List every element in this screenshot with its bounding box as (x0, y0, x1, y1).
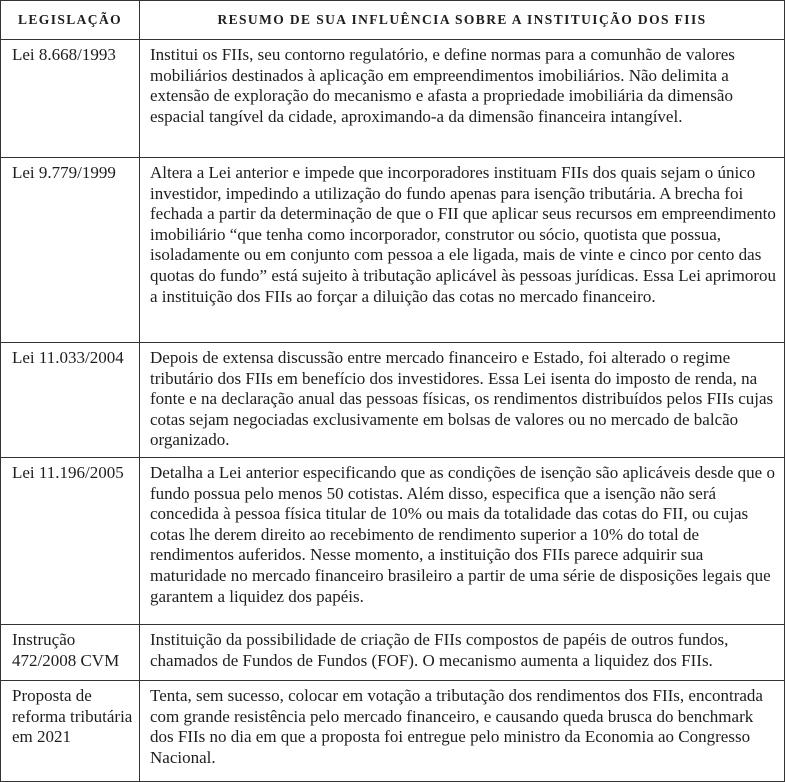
table-row (1, 158, 785, 343)
header-summary: RESUMO DE SUA INFLUÊNCIA SOBRE A INSTITUIÇÃO DOS FIIS (140, 1, 785, 40)
table-row (1, 458, 785, 625)
law-cell: Instrução 472/2008 CVM (1, 625, 140, 681)
summary-cell: Depois de extensa discussão entre mercado financeiro e Estado, foi alterado o regime tributário dos FIIs em benefício dos investidores. Essa Lei isenta do imposto de renda, na fonte e na declaração anual das pessoas físicas, os rendimentos distribuídos pelos FIIs cujas cotas sejam negociadas exclusivamente em bolsas de valores ou no mercado de balcão organizado. (140, 343, 785, 458)
header-legislation: LEGISLAÇÃO (1, 1, 140, 40)
summary-cell: Institui os FIIs, seu contorno regulatório, e define normas para a comunhão de valores mobiliários destinados à aplicação em empreendimentos imobiliários. Não delimita a extensão de exploração do mecanismo e afasta a propriedade imobiliária da dimensão espacial tangível da cidade, aproximando-a da dimensão financeira intangível. (140, 40, 785, 158)
summary-cell: Tenta, sem sucesso, colocar em votação a tributação dos rendimentos dos FIIs, encontrada com grande resistência pelo mercado financeiro, e causando queda brusca do benchmark dos FIIs no dia em que a proposta foi entregue pelo ministro da Economia ao Congresso Nacional. (140, 681, 785, 782)
table-header-row (1, 1, 785, 40)
table-row (1, 681, 785, 782)
law-cell: Lei 11.196/2005 (1, 458, 140, 625)
law-cell: Lei 8.668/1993 (1, 40, 140, 158)
table-row (1, 625, 785, 681)
law-cell: Lei 11.033/2004 (1, 343, 140, 458)
summary-cell: Detalha a Lei anterior especificando que as condições de isenção são aplicáveis desde que o fundo possua pelo menos 50 cotistas. Além disso, especifica que a isenção não será concedida à pessoa física titular de 10% ou mais da totalidade das cotas do FII, ou cujas cotas lhe derem direito ao recebimento de rendimento superior a 10% do total de rendimentos auferidos. Nesse momento, a instituição dos FIIs parece adquirir sua maturidade no mercado financeiro brasileiro a partir de uma série de disposições legais que garantem a liquidez dos papéis. (140, 458, 785, 625)
summary-cell: Instituição da possibilidade de criação de FIIs compostos de papéis de outros fundos, chamados de Fundos de Fundos (FOF). O mecanismo aumenta a liquidez dos FIIs. (140, 625, 785, 681)
summary-cell: Altera a Lei anterior e impede que incorporadores instituam FIIs dos quais sejam o único investidor, impedindo a utilização do fundo apenas para isenção tributária. A brecha foi fechada a partir da determinação de que o FII que aplicar seus recursos em empreendimento imobiliário “que tenha como incorporador, construtor ou sócio, quotista que possua, isoladamente ou em conjunto com pessoa a ele ligada, mais de vinte e cinco por cento das quotas do fundo” está sujeito à tributação aplicável às pessoas jurídicas. Essa Lei aprimorou a instituição dos FIIs ao forçar a diluição das cotas no mercado financeiro. (140, 158, 785, 343)
table-row (1, 343, 785, 458)
law-cell: Proposta de reforma tributária em 2021 (1, 681, 140, 782)
table-row (1, 40, 785, 158)
law-cell: Lei 9.779/1999 (1, 158, 140, 343)
